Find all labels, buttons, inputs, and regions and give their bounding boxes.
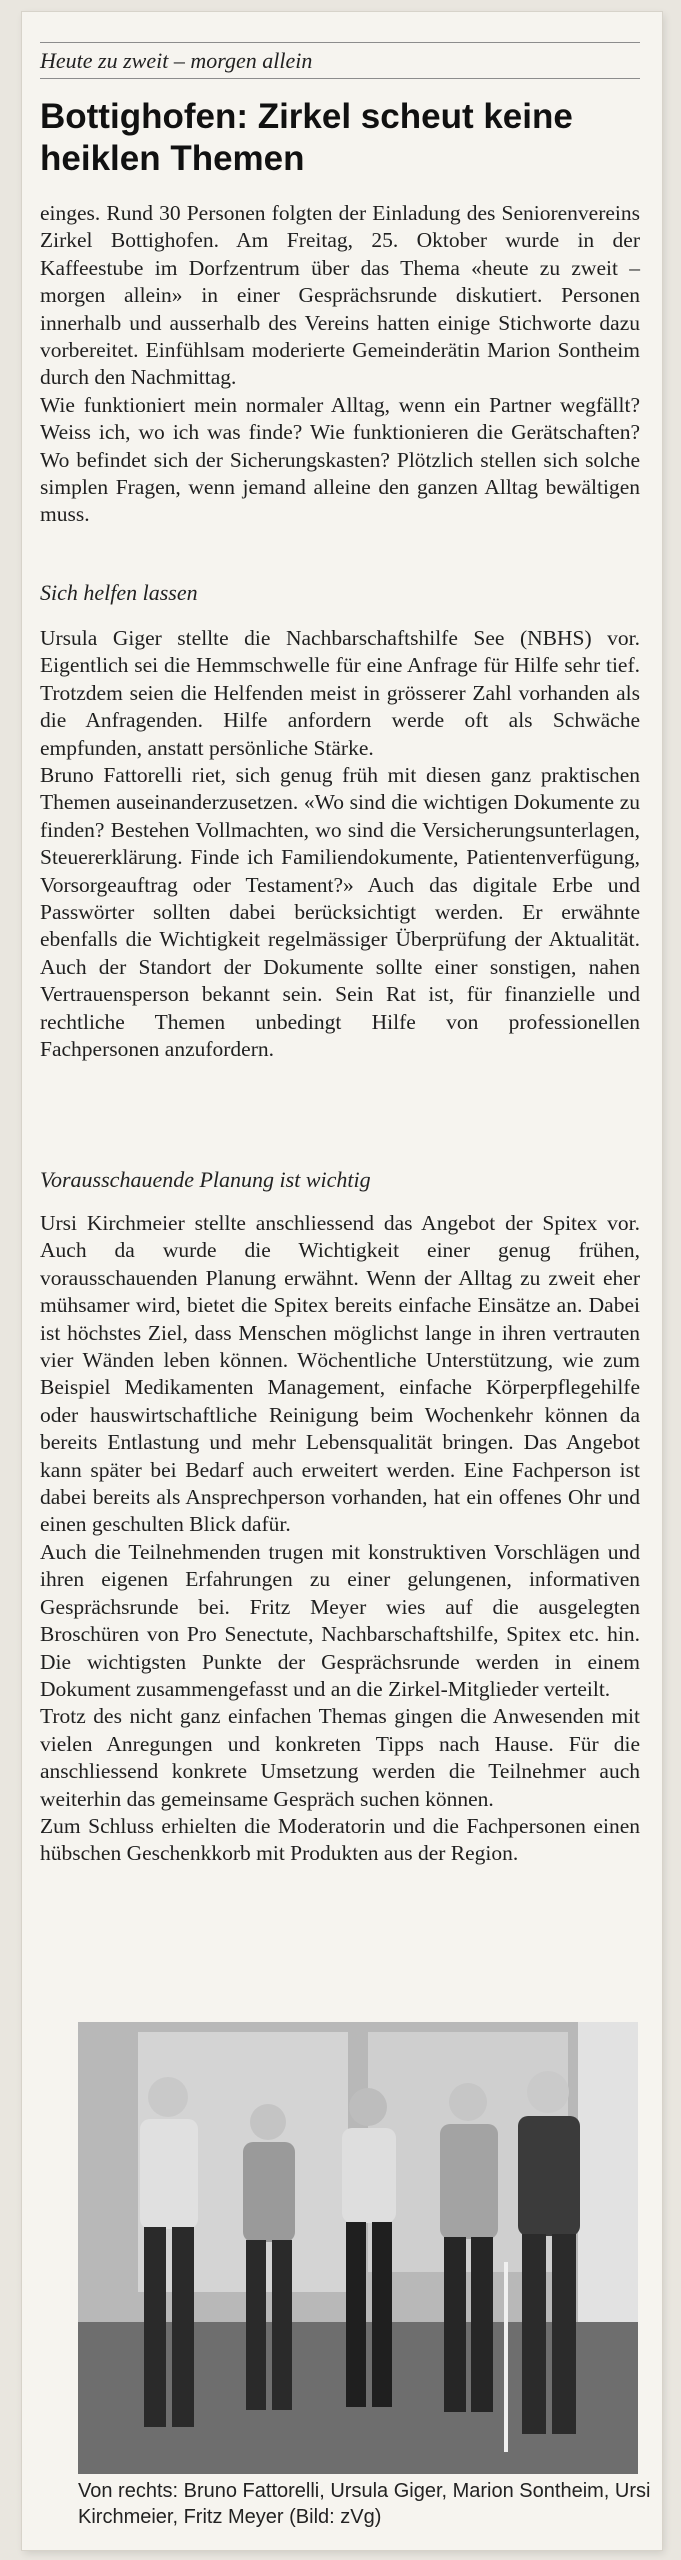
section-heading-planning: Vorausschauende Planung ist wichtig bbox=[40, 1167, 371, 1192]
section-paragraph: Ursi Kirchmeier stellte anschliessend das Angebot der Spitex vor. Auch da wurde die Wichtigkeit einer genug frühen, vorausschauenden Planung erwähnt. Wenn der Alltag zu zweit eher mühsamer wird, bietet die Spitex bereits einfache Einsätze an. Dabei ist höchstes Ziel, dass Menschen möglichst lange in ihren vertrauten vier Wänden leben können. Wöchentliche Unterstützung, wie zum Beispiel Medikamenten Management, einfache Körperpflegehilfe oder hauswirtschaftliche Reinigung beim Wochenkehr können da bereits Entlastung und mehr Lebensqualität bringen. Das Angebot kann später bei Bedarf auch erweitert werden. Eine Fachperson ist dabei bereits als Ansprechperson vorhanden, hat ein offenes Ohr und einen geschulten Blick dafür. bbox=[40, 1211, 640, 1537]
intro-paragraph: Wie funktioniert mein normaler Alltag, wenn ein Partner wegfällt? Weiss ich, wo ich was finde? Wie funktionieren die Gerätschaften? Wo befindet sich der Sicherungskasten? Plötzlich stellen sich solche simplen Fragen, wenn jemand alleine den ganzen Alltag bewältigen muss. bbox=[40, 392, 640, 527]
photo-caption: Von rechts: Bruno Fattorelli, Ursula Giger, Marion Sontheim, Ursi Kirchmeier, Fritz Meyer (Bild: zVg) bbox=[78, 2480, 651, 2528]
article-headline: Bottighofen: Zirkel scheut keine heiklen Themen bbox=[40, 97, 573, 178]
section-planning-text bbox=[40, 1210, 640, 1868]
section-paragraph: Zum Schluss erhielten die Moderatorin und die Fachpersonen einen hübschen Geschenkkorb mit Produkten aus der Region. bbox=[40, 1813, 640, 1866]
top-rule bbox=[40, 42, 640, 43]
section-paragraph: Auch die Teilnehmenden trugen mit konstruktiven Vorschlägen und ihren eigenen Erfahrungen zu einer gelungenen, informativen Gesprächsrunde bei. Fritz Meyer wies auf die ausgelegten Broschüren von Pro Senectute, Nachbarschaftshilfe, Spitex etc. hin. Die wichtigsten Punkte der Gesprächsrunde werden in einem Dokument zusammengefasst und an die Zirkel-Mitglieder verteilt. bbox=[40, 1539, 640, 1701]
article-kicker: Heute zu zweit – morgen allein bbox=[40, 48, 313, 73]
section-help-text bbox=[40, 625, 640, 1064]
kicker-rule bbox=[40, 78, 640, 79]
section-paragraph: Ursula Giger stellte die Nachbarschaftshilfe See (NBHS) vor. Eigentlich sei die Hemmschwelle für eine Anfrage für Hilfe sehr tief. Trotzdem seien die Helfenden meist in grösserer Zahl vorhanden als die Anfragenden. Hilfe anfordern werde oft als Schwäche empfunden, anstatt persönliche Stärke. bbox=[40, 626, 640, 760]
section-heading-help: Sich helfen lassen bbox=[40, 580, 198, 605]
intro-text bbox=[40, 200, 640, 529]
intro-paragraph: einges. Rund 30 Personen folgten der Einladung des Seniorenvereins Zirkel Bottighofen. Am Freitag, 25. Oktober wurde in der Kaffeestube im Dorfzentrum über das Thema «heute zu zweit – morgen allein» in einer Gesprächsrunde diskutiert. Personen innerhalb und ausserhalb des Vereins hatten einige Stichworte dazu vorbereitet. Einfühlsam moderierte Gemeinderätin Marion Sontheim durch den Nachmittag. bbox=[40, 201, 640, 390]
section-paragraph: Trotz des nicht ganz einfachen Themas gingen die Anwesenden mit vielen Anregungen und konkreten Tipps nach Hause. Für die anschliessend konkrete Umsetzung werden die Teilnehmer auch weiterhin das gemeinsame Gespräch suchen können. bbox=[40, 1704, 640, 1811]
group-photo-illustration bbox=[78, 2022, 638, 2474]
group-photo bbox=[78, 2022, 638, 2474]
section-paragraph: Bruno Fattorelli riet, sich genug früh mit diesen ganz praktischen Themen auseinanderzusetzen. «Wo sind die wichtigen Dokumente zu finden? Bestehen Vollmachten, wo sind die Versicherungsunterlagen, Steuererklärung. Finde ich Familiendokumente, Patientenverfügung, Vorsorgeauftrag oder Testament?» Auch das digitale Erbe und Passwörter sollten dabei berücksichtigt werden. Er erwähnte ebenfalls die Wichtigkeit regelmässiger Überprüfung der Aktualität. Auch der Standort der Dokumente sollte einer sonstigen, nahen Vertrauensperson bekannt sein. Sein Rat ist, für finanzielle und rechtliche Themen unbedingt Hilfe von professionellen Fachpersonen anzufordern. bbox=[40, 763, 640, 1062]
